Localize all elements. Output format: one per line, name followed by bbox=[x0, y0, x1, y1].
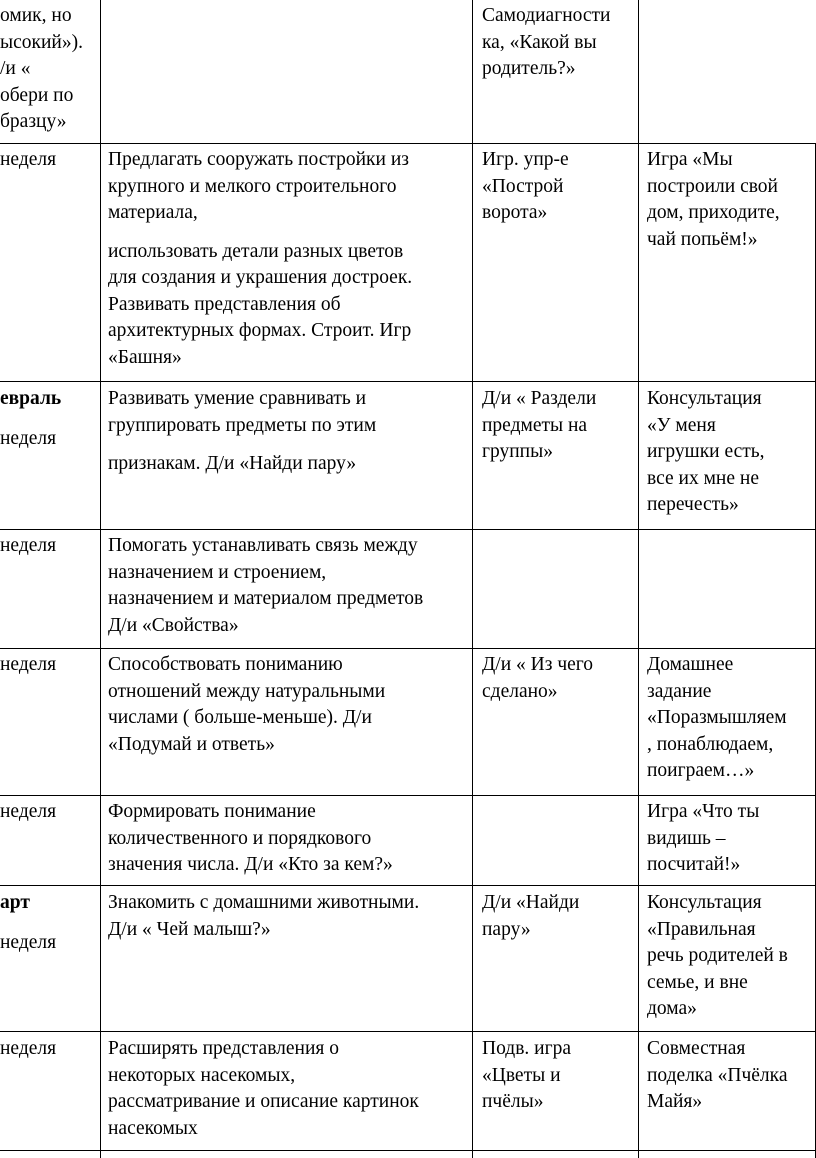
content-cell: Предлагать сооружать постройки из крупного и мелкого строительного материала, использовать детали разных цветов для создания и украшения достроек. Развивать представления об архитектурных формах. Строит. Игр «Башня» bbox=[108, 149, 413, 368]
content-cell: Развивать умение сравнивать и группировать предметы по этим признакам. Д/и «Найди пару» bbox=[108, 388, 377, 474]
game-cell: Игр. упр-е «Построй ворота» bbox=[482, 149, 569, 223]
game-cell: Д/и «Найди пару» bbox=[482, 892, 580, 940]
table-border bbox=[0, 795, 816, 796]
week-cell: неделя bbox=[0, 654, 57, 675]
parents-cell: Консультация «У меня игрушки есть, все их мне не перечесть» bbox=[647, 388, 765, 515]
parents-cell: Консультация «Правильная речь родителей в семье, и вне дома» bbox=[647, 892, 788, 1019]
table-border bbox=[0, 1150, 816, 1151]
month-cell: арт bbox=[0, 892, 30, 913]
table-border bbox=[0, 381, 816, 382]
table-row bbox=[0, 0, 100, 143]
content-cell: Знакомить с домашними животными. Д/и « Чей малыш?» bbox=[108, 892, 420, 940]
table-border bbox=[100, 0, 101, 1158]
month-cell: евраль bbox=[0, 388, 62, 409]
table-border bbox=[472, 0, 473, 1158]
table-border bbox=[0, 1031, 816, 1032]
week-cell: неделя bbox=[0, 535, 57, 556]
content-cell: Способствовать пониманию отношений между натуральными числами ( больше-меньше). Д/и «Подумай и ответь» bbox=[108, 654, 386, 755]
parents-cell: Игра «Мы построили свой дом, приходите, чай попьём!» bbox=[647, 149, 780, 250]
table-border bbox=[0, 143, 816, 144]
game-cell: Самодиагности ка, «Какой вы родитель?» bbox=[482, 5, 611, 79]
table-border bbox=[0, 529, 816, 530]
parents-cell: Домашнее задание «Поразмышляем , понаблюдаем, поиграем…» bbox=[647, 654, 787, 781]
week-cell: неделя bbox=[0, 428, 57, 449]
week-cell: омик, но ысокий»). /и « обери по бразцу» bbox=[0, 5, 83, 132]
week-cell: неделя bbox=[0, 801, 57, 822]
table-border bbox=[0, 648, 816, 649]
parents-cell: Совместная поделка «Пчёлка Майя» bbox=[647, 1038, 788, 1112]
content-cell: Помогать устанавливать связь между назначением и строением, назначением и материалом предметов Д/и «Свойства» bbox=[108, 535, 424, 636]
week-cell: неделя bbox=[0, 149, 57, 170]
week-cell: неделя bbox=[0, 932, 57, 953]
game-cell: Д/и « Из чего сделано» bbox=[482, 654, 594, 702]
content-cell: Формировать понимание количественного и порядкового значения числа. Д/и «Кто за кем?» bbox=[108, 801, 393, 875]
table-border bbox=[0, 885, 816, 886]
parents-cell: Игра «Что ты видишь – посчитай!» bbox=[647, 801, 760, 875]
content-cell: Расширять представления о некоторых насекомых, рассматривание и описание картинок насекомых bbox=[108, 1038, 419, 1139]
game-cell: Подв. игра «Цветы и пчёлы» bbox=[482, 1038, 571, 1112]
week-cell: неделя bbox=[0, 1038, 57, 1059]
table-border bbox=[638, 0, 639, 1158]
game-cell: Д/и « Раздели предметы на группы» bbox=[482, 388, 597, 462]
